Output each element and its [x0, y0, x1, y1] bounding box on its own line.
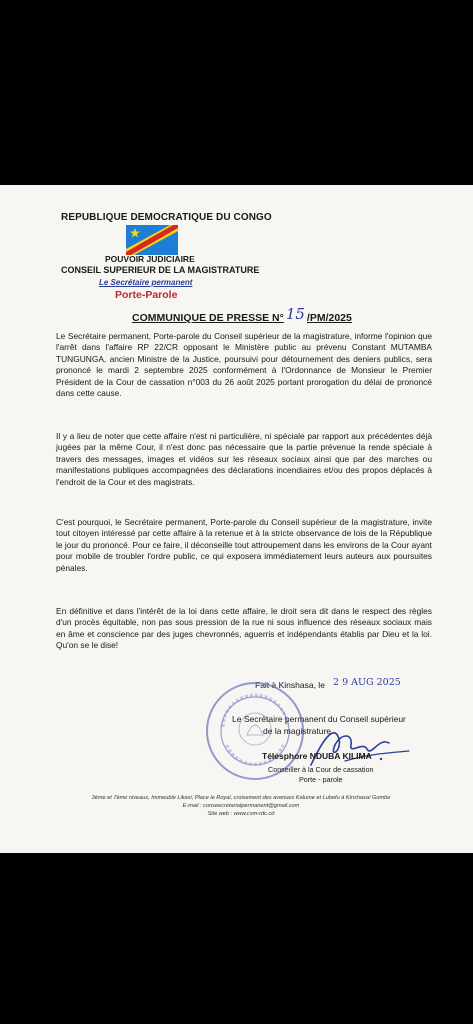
spokesperson-heading: Porte-Parole	[115, 289, 178, 301]
footer-email: E-mail : conseecretariatpermanent@gmail.com	[182, 803, 300, 809]
press-release-title	[132, 307, 352, 325]
document-page	[0, 185, 473, 853]
paragraph-restraint: C'est pourquoi, le Secrétaire permanent, Porte-parole du Conseil supérieur de la magistrature, invite tout citoyen intéressé par cette affaire à la retenue et à la stricte observance de lois de la République le jour du prononcé. Pour ce faire, il déconseille tout attroupement dans les environs de la Cour ayant pour mobile de troubler l'ordre public, ce qui exposera immédiatement leurs auteurs aux poursuites pénales.	[56, 517, 432, 573]
title-suffix: /PM/2025	[306, 312, 352, 324]
signatory-title-line1: Le Secrétaire permanent du Conseil supérieur	[232, 714, 406, 724]
signoff-place: Fait à Kinshasa, le	[255, 680, 325, 690]
signatory-role: Conseiller à la Cour de cassation	[268, 765, 374, 774]
signoff-date-stamp: 2 9 AUG 2025	[333, 677, 401, 688]
signatory-function: Porte - parole	[299, 775, 343, 784]
country-heading: REPUBLIQUE DEMOCRATIQUE DU CONGO	[61, 212, 272, 223]
drc-flag-icon	[126, 225, 178, 255]
secretary-subheading: Le Secrétaire permanent	[99, 278, 193, 287]
judicial-power-heading: POUVOIR JUDICIAIRE	[105, 254, 195, 264]
footer-website: Site web : www.csm-rdc.cd	[207, 811, 275, 817]
signatory-name: Télesphore NDUBA KILIMA	[262, 751, 372, 761]
footer-address: 3ème et 7ème niveaux, Immeuble Likasi, Place le Royal, croisement des avenues Kalume et Lubefu à Kinshasa/ Gombe	[91, 795, 391, 801]
paragraph-conclusion: En définitive et dans l'intérêt de la loi dans cette affaire, le droit sera dit dans le respect des règles d'un procès équitable, non pas sous pression de la rue ni sous influence des réseaux sociaux mais en âme et conscience par des juges chevronnés, aguerris et indépendants établis par Dieu et la loi. Qu'on se le dise!	[56, 606, 432, 651]
signatory-title-line2: de la magistrature	[263, 726, 332, 736]
paragraph-announcement: Le Secrétaire permanent, Porte-parole du Conseil supérieur de la magistrature, informe l'opinion que l'arrêt dans l'affaire RP 22/CR opposant le Ministère public au prévenu Constant MUTAMBA TUNGUNGA, ancien Ministre de la Justice, poursuivi pour détournement des deniers publics, sera prononcé le mardi 2 septembre 2025 conformément à l'Ordonnance de Monsieur le Premier Président de la Cour de cassation n°003 du 26 août 2025 portant prorogation du délai de prononcé dans cette cause.	[56, 331, 432, 399]
title-number: 15	[285, 305, 305, 323]
title-prefix: COMMUNIQUE DE PRESSE N°	[132, 312, 284, 324]
paragraph-notice: Il y a lieu de noter que cette affaire n'est ni particulière, ni spéciale par rapport aux précédentes déjà jugées par la même Cour, il n'est donc pas nécessaire que la partie prévenue la rende spéciale à travers des messages, images et vidéos sur les réseaux sociaux ainsi que par des marches ou manifestations publiques accompagnées des déclarations incendiaires et/ou des propos déplacés à l'endroit de la Cour et des magistrats.	[56, 431, 432, 487]
council-heading: CONSEIL SUPERIEUR DE LA MAGISTRATURE	[61, 265, 260, 275]
